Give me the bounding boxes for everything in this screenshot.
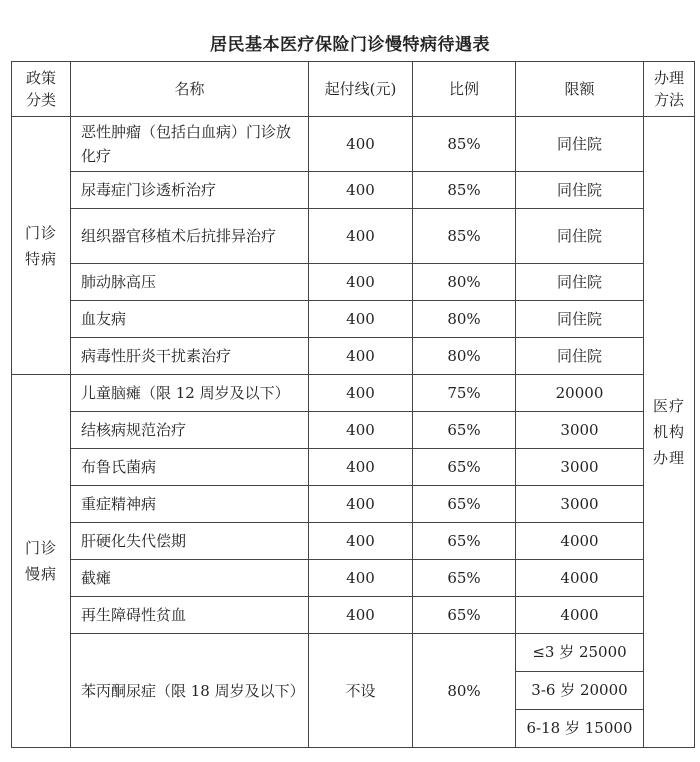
table-row [12,117,695,172]
threshold-value: 400 [309,560,413,597]
condition-name-text: 组织器官移植术后抗排异治疗 [81,227,277,245]
header-ratio: 比例 [413,62,516,117]
table-row [12,523,695,560]
header-limit: 限额 [516,62,644,117]
condition-name [71,523,309,560]
table-row [12,560,695,597]
threshold-value: 400 [309,523,413,560]
header-method-line2: 方法 [653,91,684,109]
limit-value [516,634,644,748]
ratio-value: 80% [413,301,516,338]
table-row [12,634,695,748]
limit-value: 同住院 [516,209,644,264]
limit-value: 同住院 [516,338,644,375]
condition-name [71,117,309,172]
ratio-value: 80% [413,264,516,301]
condition-name-text: 肺动脉高压 [81,273,157,291]
table-row [12,486,695,523]
condition-name [71,634,309,748]
condition-name [71,172,309,209]
ratio-value: 80% [413,634,516,748]
table-row [12,338,695,375]
limit-value: 同住院 [516,117,644,172]
ratio-value: 85% [413,172,516,209]
table-row [12,172,695,209]
condition-name-text: 恶性肿瘤（包括白血病）门诊放化疗 [81,123,292,165]
ratio-value: 65% [413,523,516,560]
threshold-value: 400 [309,172,413,209]
condition-name [71,597,309,634]
limit-tier: ≤3 岁 25000 [516,634,643,672]
condition-name-text: 病毒性肝炎干扰素治疗 [81,347,232,365]
threshold-value: 400 [309,301,413,338]
limit-tier: 3-6 岁 20000 [516,672,643,710]
threshold-value: 不设 [309,634,413,748]
condition-name-text: 布鲁氏菌病 [81,458,157,476]
ratio-value: 65% [413,597,516,634]
condition-name [71,375,309,412]
category-line: 特病 [24,249,57,268]
condition-name [71,209,309,264]
condition-name-text: 再生障碍性贫血 [81,606,187,624]
limit-value: 3000 [516,486,644,523]
table-row [12,375,695,412]
header-method [644,62,695,117]
method-line: 机构 [652,423,685,441]
header-category-line2: 分类 [25,91,56,109]
condition-name-text: 苯丙酮尿症（限 18 周岁及以下） [81,681,305,700]
threshold-value: 400 [309,486,413,523]
method-line: 办理 [652,449,685,467]
category-line: 门诊 [24,223,57,242]
condition-name [71,449,309,486]
ratio-value: 85% [413,209,516,264]
limit-tier: 6-18 岁 15000 [526,719,633,737]
condition-name-text: 血友病 [81,310,127,328]
header-name: 名称 [71,62,309,117]
limit-value: 4000 [516,597,644,634]
ratio-value: 75% [413,375,516,412]
limit-value: 3000 [516,412,644,449]
condition-name-text: 儿童脑瘫（限 12 周岁及以下） [81,384,290,402]
category-line: 门诊 [24,539,57,557]
condition-name-text: 肝硬化失代偿期 [81,532,187,550]
threshold-value: 400 [309,209,413,264]
condition-name-text: 重症精神病 [81,495,157,513]
condition-name [71,412,309,449]
header-method-line1: 办理 [653,69,684,87]
table-row [12,209,695,264]
category-cell [12,117,71,375]
limit-value: 3000 [516,449,644,486]
ratio-value: 85% [413,117,516,172]
table-title: 居民基本医疗保险门诊慢特病待遇表 [210,35,490,55]
benefits-table [11,61,695,748]
threshold-value: 400 [309,264,413,301]
table-row [12,264,695,301]
header-row [12,62,695,117]
header-threshold: 起付线(元) [309,62,413,117]
table-body [12,117,695,748]
condition-name [71,486,309,523]
table-row [12,412,695,449]
header-category-line1: 政策 [25,69,56,87]
limit-value: 4000 [516,523,644,560]
category-cell [12,375,71,748]
threshold-value: 400 [309,597,413,634]
limit-value: 同住院 [516,264,644,301]
table-row [12,301,695,338]
method-cell [644,117,695,748]
condition-name [71,301,309,338]
ratio-value: 65% [413,486,516,523]
ratio-value: 65% [413,560,516,597]
header-category [12,62,71,117]
limit-value: 同住院 [516,172,644,209]
category-line: 慢病 [24,565,57,583]
condition-name-text: 尿毒症门诊透析治疗 [81,181,217,199]
ratio-value: 65% [413,412,516,449]
limit-value: 20000 [516,375,644,412]
threshold-value: 400 [309,449,413,486]
limit-value: 同住院 [516,301,644,338]
table-row [12,449,695,486]
condition-name [71,338,309,375]
condition-name-text: 截瘫 [81,569,112,587]
ratio-value: 65% [413,449,516,486]
ratio-value: 80% [413,338,516,375]
condition-name [71,560,309,597]
threshold-value: 400 [309,338,413,375]
table-row [12,597,695,634]
threshold-value: 400 [309,412,413,449]
condition-name-text: 结核病规范治疗 [81,421,187,439]
method-line: 医疗 [652,397,685,415]
condition-name [71,264,309,301]
threshold-value: 400 [309,117,413,172]
threshold-value: 400 [309,375,413,412]
limit-value: 4000 [516,560,644,597]
